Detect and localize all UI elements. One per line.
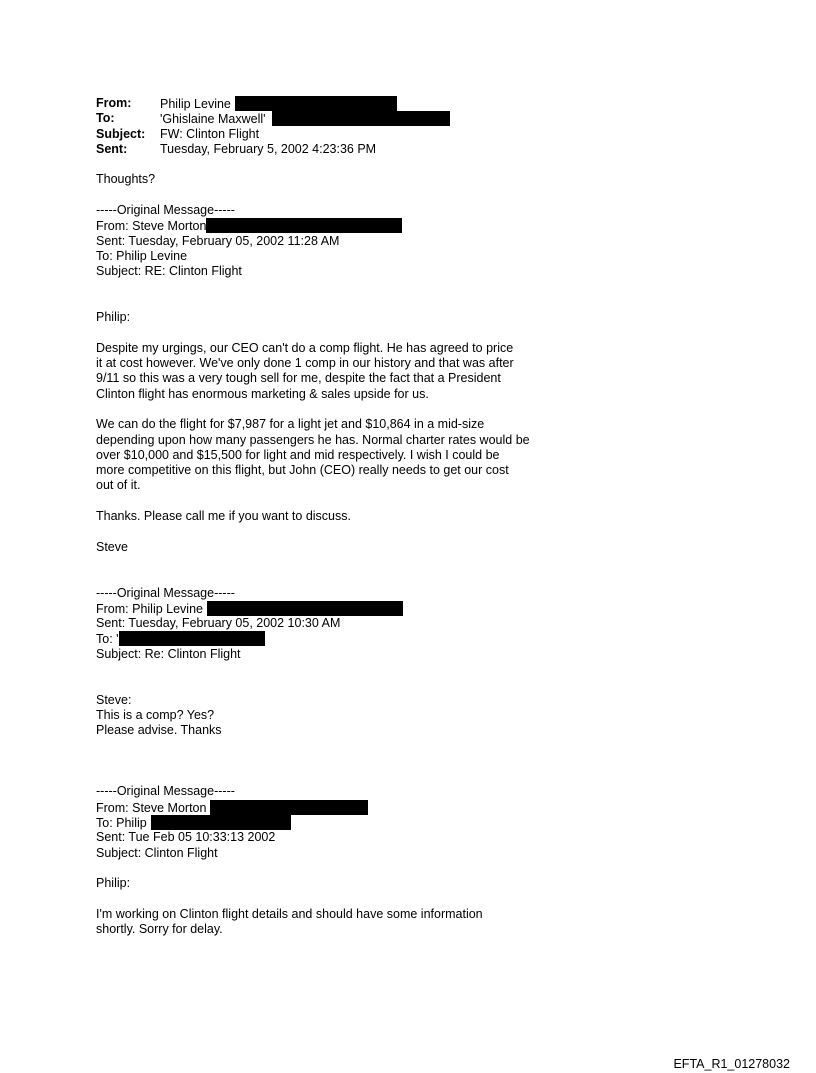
msg1-paragraph-1 [96,341,576,402]
msg3-paragraph [96,907,576,938]
header-sent-label: Sent: [96,141,128,156]
msg1-to: To: Philip Levine [96,248,188,263]
header-to-label: To: [96,111,115,126]
msg3-subject: Subject: Clinton Flight [96,845,218,860]
msg2-line-2: Please advise. Thanks [96,723,222,738]
msg1-greeting: Philip: [96,310,131,325]
paragraph-line: it at cost however. We've only done 1 comp in our history and that was after [96,356,514,371]
header-subject-value: FW: Clinton Flight [160,126,260,141]
msg1-paragraph-3: Thanks. Please call me if you want to discuss. [96,509,351,524]
msg2-sent: Sent: Tuesday, February 05, 2002 10:30 AM [96,616,341,631]
msg2-line-1: This is a comp? Yes? [96,707,215,722]
paragraph-line: over $10,000 and $15,500 for light and mid respectively. I wish I could be [96,447,500,462]
msg2-subject: Subject: Re: Clinton Flight [96,646,241,661]
paragraph-line: shortly. Sorry for delay. [96,922,223,937]
paragraph-line: out of it. [96,478,141,493]
msg3-separator: -----Original Message----- [96,784,235,799]
redaction-block [210,800,368,815]
header-subject-label: Subject: [96,126,146,141]
paragraph-line: I'm working on Clinton flight details and should have some information [96,906,483,921]
redaction-block [206,218,402,233]
msg1-from: From: Steve Morton [96,219,207,234]
paragraph-line: 9/11 so this was a very tough sell for me, despite the fact that a President [96,371,501,386]
redaction-block [235,96,397,111]
msg2-to: To: ' [96,632,119,647]
msg3-to: To: Philip [96,815,147,830]
redaction-block [119,631,265,646]
header-sent-value: Tuesday, February 5, 2002 4:23:36 PM [160,141,377,156]
paragraph-line: We can do the flight for $7,987 for a light jet and $10,864 in a mid-size [96,417,485,432]
msg1-separator: -----Original Message----- [96,203,235,218]
header-from-value: Philip Levine [160,97,231,111]
header-to-row [96,111,576,126]
paragraph-line: Clinton flight has enormous marketing & sales upside for us. [96,386,429,401]
header-to-value: 'Ghislaine Maxwell' [160,112,266,127]
paragraph-line: more competitive on this flight, but John (CEO) really needs to get our cost [96,463,509,478]
redaction-block [207,601,403,616]
msg1-signature: Steve [96,539,128,554]
msg1-paragraph-2 [96,417,576,493]
paragraph-line: depending upon how many passengers he has. Normal charter rates would be [96,432,530,447]
msg2-separator: -----Original Message----- [96,585,235,600]
header-sent-row [96,142,576,157]
msg3-greeting: Philip: [96,876,131,891]
msg3-from: From: Steve Morton [96,800,207,815]
msg2-greeting: Steve: [96,692,132,707]
redaction-block [151,815,291,830]
msg2-from: From: Philip Levine [96,601,203,616]
header-subject-row [96,127,576,142]
msg1-sent: Sent: Tuesday, February 05, 2002 11:28 AM [96,233,340,248]
email-document [96,96,576,937]
body-intro: Thoughts? [96,172,156,187]
msg3-sent: Sent: Tue Feb 05 10:33:13 2002 [96,830,276,845]
redaction-block [272,111,450,126]
header-from-label: From: [96,96,132,110]
paragraph-line: Despite my urgings, our CEO can't do a comp flight. He has agreed to price [96,340,514,355]
header-from-row [96,96,576,111]
document-id-footer: EFTA_R1_01278032 [673,1057,790,1071]
msg1-subject: Subject: RE: Clinton Flight [96,264,242,279]
